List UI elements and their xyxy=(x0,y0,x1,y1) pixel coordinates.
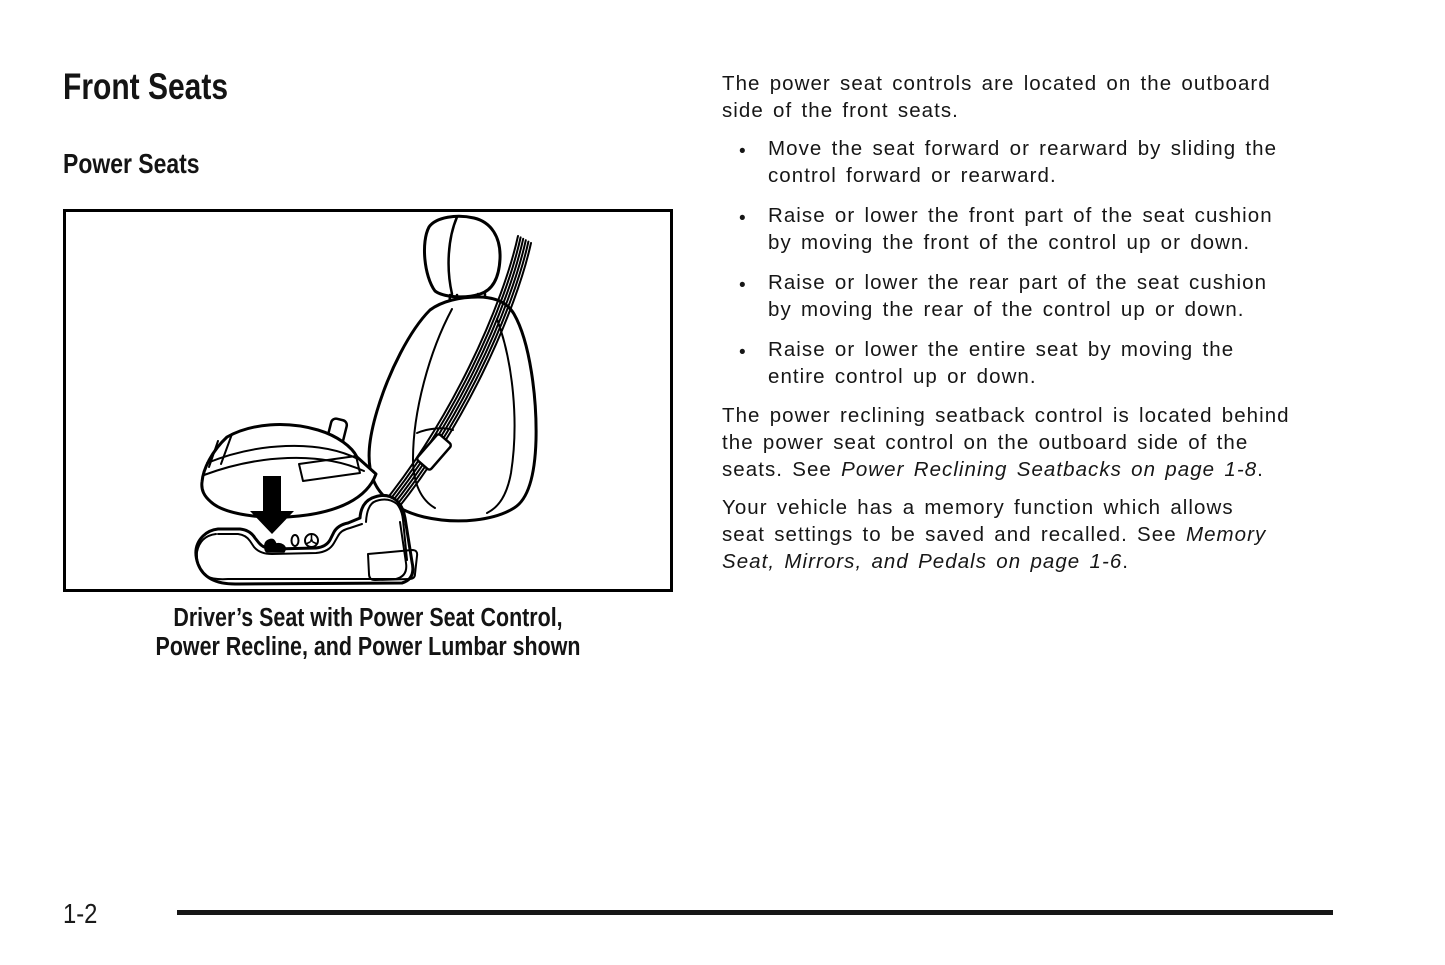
text-line xyxy=(722,521,1362,548)
power-lumbar-oval-icon xyxy=(292,535,299,546)
caption-line-2: Power Recline, and Power Lumbar shown xyxy=(155,632,581,661)
intro-paragraph xyxy=(722,70,1362,124)
list-item xyxy=(722,336,1362,390)
cross-reference: Power Reclining Seatbacks on page 1-8 xyxy=(841,458,1258,481)
text-line xyxy=(722,548,1362,575)
recline-paragraph xyxy=(722,402,1362,483)
bullet-marker: • xyxy=(739,208,747,229)
text-line: the power seat control on the outboard side of the xyxy=(722,431,1249,454)
text-line: Your vehicle has a memory function which allows xyxy=(722,496,1234,519)
power-seat-control-icon xyxy=(265,539,285,552)
bullet-marker: • xyxy=(739,141,747,162)
caption-line-1: Driver’s Seat with Power Seat Control, xyxy=(173,604,563,632)
bullet-marker: • xyxy=(739,275,747,296)
body-text-column xyxy=(722,70,1362,575)
text-segment: . xyxy=(1122,550,1130,573)
list-item xyxy=(722,269,1362,323)
seat-illustration xyxy=(66,212,670,589)
text-line xyxy=(722,456,1362,483)
seat-illustration-frame xyxy=(63,209,673,592)
memory-paragraph xyxy=(722,494,1362,575)
text-segment: seats. See xyxy=(722,458,842,481)
text-line: Raise or lower the entire seat by moving the xyxy=(768,338,1235,361)
list-item xyxy=(722,135,1362,189)
seat-cushion xyxy=(202,425,376,518)
headrest xyxy=(424,216,500,310)
text-line: Raise or lower the front part of the seat cushion xyxy=(768,204,1273,227)
section-title: Power Seats xyxy=(63,148,200,179)
cross-reference: Seat, Mirrors, and Pedals on page 1-6 xyxy=(722,550,1123,573)
power-recline-knob-icon xyxy=(305,534,318,547)
text-line: entire control up or down. xyxy=(768,365,1037,388)
bullet-marker: • xyxy=(739,342,747,363)
text-segment: . xyxy=(1257,458,1264,481)
bullet-list xyxy=(722,135,1362,390)
text-line: Move the seat forward or rearward by sliding the xyxy=(768,137,1278,160)
page-number: 1-2 xyxy=(63,898,98,929)
text-line: Raise or lower the rear part of the seat cushion xyxy=(768,271,1268,294)
text-line: by moving the rear of the control up or down. xyxy=(768,298,1245,321)
seatback xyxy=(369,297,536,521)
text-line: side of the front seats. xyxy=(722,99,959,122)
text-line: The power seat controls are located on the outboard xyxy=(722,72,1271,95)
chapter-title: Front Seats xyxy=(63,65,229,107)
text-segment: seat settings to be saved and recalled. See xyxy=(722,523,1186,546)
list-item xyxy=(722,202,1362,256)
figure-caption xyxy=(112,604,624,661)
footer-rule xyxy=(177,910,1333,915)
text-line: The power reclining seatback control is located behind xyxy=(722,404,1290,427)
text-line: by moving the front of the control up or down. xyxy=(768,231,1251,254)
cross-reference: Memory xyxy=(1185,523,1267,546)
text-line: control forward or rearward. xyxy=(768,164,1057,187)
